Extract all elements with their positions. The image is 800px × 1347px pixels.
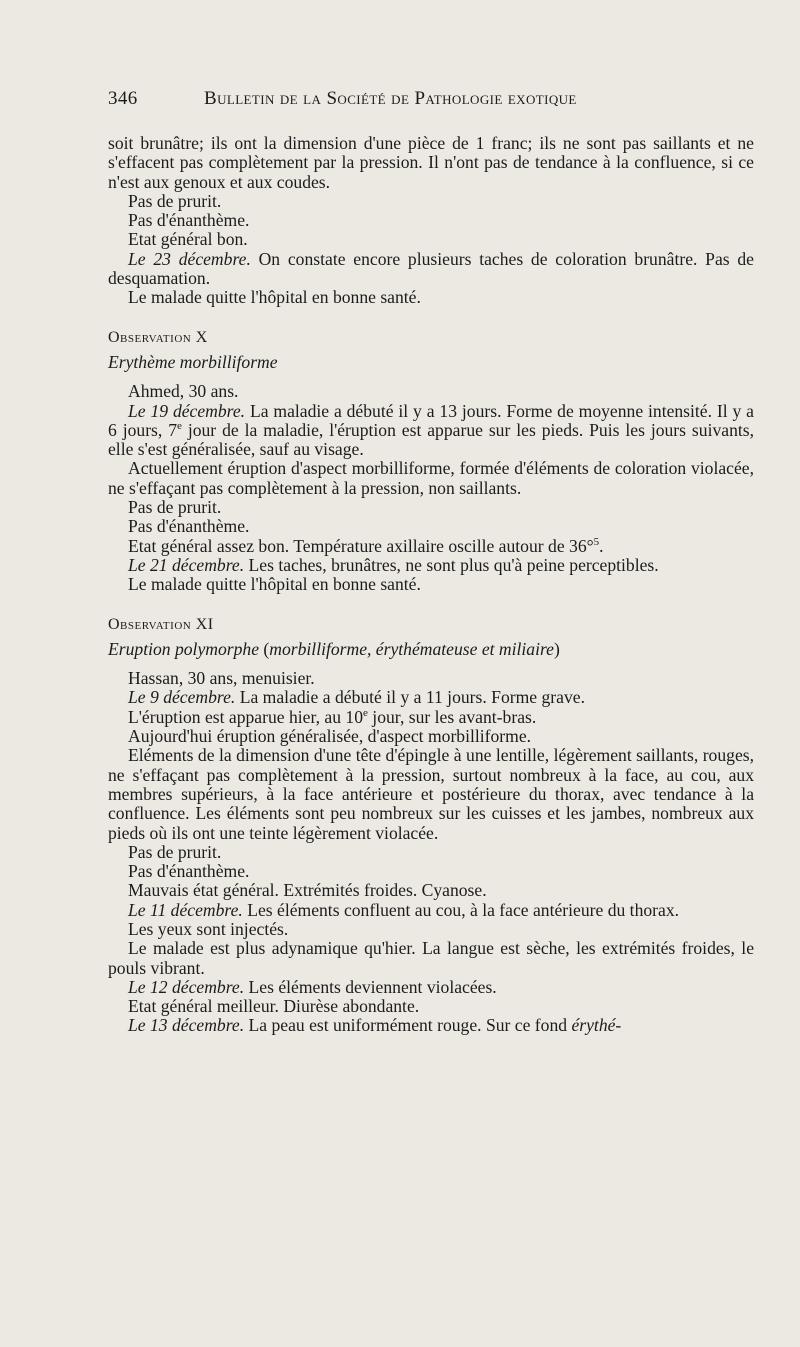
paragraph: Le 23 décembre. On constate encore plusieurs taches de coloration brunâtre. Pas de desquamation. xyxy=(108,248,754,289)
paragraph: Eléments de la dimension d'une tête d'épingle à une lentille, légèrement saillants, rouges, ne s'effaçant pas complètement à la pression, surtout nombreux à la face, au cou, aux membres supérieurs, à la face antérieure et postérieure du thorax, avec tendance à la confluence. Les éléments sont peu nombreux sur les cuisses et les jambes, nombreux aux pieds où ils ont une teinte légèrement violacée. xyxy=(108,745,754,843)
observation-subtitle: Erythème morbilliforme xyxy=(108,351,278,372)
date-label: Le 21 décembre. xyxy=(128,554,245,575)
date-label: Le 11 décembre. xyxy=(128,899,243,920)
page-number: 346 xyxy=(108,88,138,109)
paragraph: Le 19 décembre. La maladie a débuté il y a 13 jours. Forme de moyenne intensité. Il y a 6 jours, 7e jour de la maladie, l'éruption est apparue sur les pieds. Puis les jours suivants, elle s'est généralisée, sauf au visage. xyxy=(108,400,754,460)
paragraph: Le 11 décembre. Les éléments confluent au cou, à la face antérieure du thorax. xyxy=(128,899,680,920)
paragraph: Actuellement éruption d'aspect morbilliforme, formée d'éléments de coloration violacée, ne s'effaçant pas complètement à la pression, non saillants. xyxy=(108,458,754,498)
paragraph: Etat général bon. xyxy=(128,229,248,250)
paragraph: Etat général assez bon. Température axillaire oscille autour de 36°$^5$. xyxy=(128,535,604,556)
paragraph: soit brunâtre; ils ont la dimension d'une pièce de 1 franc; ils ne sont pas saillants et ne s'effacent pas complètement par la pression. Il n'ont pas de tendance à la confluence, si ce n'est aux genoux et aux coudes. xyxy=(108,133,754,192)
paragraph: Le 9 décembre. La maladie a débuté il y a 11 jours. Forme grave. xyxy=(128,687,585,708)
paragraph: Les yeux sont injectés. xyxy=(128,918,289,939)
paragraph: Hassan, 30 ans, menuisier. xyxy=(128,668,315,689)
paragraph: Le 12 décembre. Les éléments deviennent violacées. xyxy=(128,976,497,997)
paragraph: Mauvais état général. Extrémités froides. Cyanose. xyxy=(128,880,487,901)
paragraph: Aujourd'hui éruption généralisée, d'aspect morbilliforme. xyxy=(128,726,532,747)
date-label: Le 12 décembre. xyxy=(128,976,245,997)
observation-heading: Observation X xyxy=(108,328,208,346)
paragraph: Pas d'énanthème. xyxy=(128,516,250,537)
paragraph: Le malade est plus adynamique qu'hier. La langue est sèche, les extrémités froides, le pouls vibrant. xyxy=(108,938,754,978)
paragraph: Le 21 décembre. Les taches, brunâtres, ne sont plus qu'à peine perceptibles. xyxy=(128,554,659,575)
date-label: Le 9 décembre. xyxy=(128,687,236,708)
observation-subtitle: Eruption polymorphe (morbilliforme, érythémateuse et miliaire) xyxy=(108,638,560,659)
observation-heading: Observation XI xyxy=(108,615,214,633)
paragraph: Le malade quitte l'hôpital en bonne santé. xyxy=(128,287,421,308)
paragraph: L'éruption est apparue hier, au 10e jour, sur les avant-bras. xyxy=(128,706,537,727)
paragraph: Ahmed, 30 ans. xyxy=(128,381,239,402)
paragraph: Etat général meilleur. Diurèse abondante. xyxy=(128,996,420,1017)
date-label: Le 23 décembre. xyxy=(128,248,251,269)
paragraph: Pas d'énanthème. xyxy=(128,861,250,882)
date-label: Le 13 décembre. xyxy=(128,1015,245,1036)
body-text xyxy=(108,134,754,1036)
running-title: Bulletin de la Société de Pathologie exotique xyxy=(204,88,577,109)
paragraph: Le malade quitte l'hôpital en bonne santé. xyxy=(128,574,421,595)
paragraph: Pas de prurit. xyxy=(128,841,222,862)
paragraph: Pas de prurit. xyxy=(128,497,222,518)
paragraph: Le 13 décembre. La peau est uniformément rouge. Sur ce fond érythé- xyxy=(128,1015,622,1036)
date-label: Le 19 décembre. xyxy=(128,400,246,421)
paragraph: Pas de prurit. xyxy=(128,190,222,211)
paragraph: Pas d'énanthème. xyxy=(128,210,250,231)
